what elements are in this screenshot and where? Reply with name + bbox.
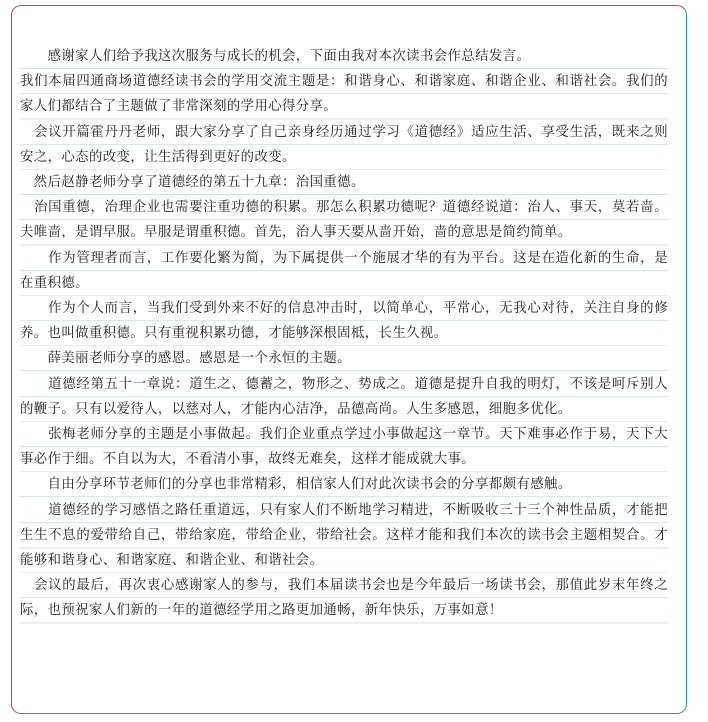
paragraph-theme: 我们本届四通商场道德经读书会的学用交流主题是：和谐身心、和谐家庭、和谐企业、和谐社会。我们的家人们都结合了主题做了非常深刻的学用心得分享。 [20,69,668,119]
paragraph-huo-dandan: 会议开篇霍丹丹老师，跟大家分享了自己亲身经历通过学习《道德经》适应生活、享受生活，既来之则安之，心态的改变，让生活得到更好的改变。 [20,120,668,170]
paragraph-zhiguo-zhongde: 治国重德，治理企业也需要注重功德的积累。那怎么积累功德呢？道德经说道：治人、事天，莫若啬。夫唯啬，是谓早服。早服是谓重积德。首先，治人事天要从啬开始，啬的意思是简约简单。 [20,195,668,245]
paragraph-individual: 作为个人而言，当我们受到外来不好的信息冲击时，以简单心，平常心，无我心对待，关注自身的修养。也叫做重积德。只有重视积累功德，才能够深根固柢，长生久视。 [20,296,668,346]
paragraph-learning-path: 道德经的学习感悟之路任重道远，只有家人们不断地学习精进，不断吸收三十三个神性品质，才能把生生不息的爱带给自己，带给家庭，带给企业，带给社会。这样才能和我们本次的读书会主题相契合。才能够和谐身心、和谐家庭、和谐企业、和谐社会。 [20,498,668,574]
paragraph-free-sharing: 自由分享环节老师们的分享也非常精彩，相信家人们对此次读书会的分享都颇有感触。 [20,472,668,497]
paragraph-manager: 作为管理者而言，工作要化繁为简，为下属提供一个施展才华的有为平台。这是在造化新的生命，是在重积德。 [20,246,668,296]
paragraph-zhao-jing-intro: 然后赵静老师分享了道德经的第五十九章：治国重德。 [20,170,668,195]
paragraph-closing: 会议的最后，再次衷心感谢家人的参与，我们本届读书会也是今年最后一场读书会，那值此岁末年终之际，也预祝家人们新的一年的道德经学用之路更加通畅，新年快乐，万事如意！ [20,573,668,623]
paragraph-xue-meili: 薛美丽老师分享的感恩。感恩是一个永恒的主题。 [20,346,668,371]
paragraph-zhang-mei: 张梅老师分享的主题是小事做起。我们企业重点学过小事做起这一章节。天下难事必作于易，天下大事必作于细。不自以为大，不看清小事，故终无难矣，这样才能成就大事。 [20,422,668,472]
paragraph-chapter-51: 道德经第五十一章说：道生之、德蓄之，物形之、势成之。道德是提升自我的明灯，不该是呵斥别人的鞭子。只有以爱待人，以慈对人，才能内心洁净，品德高尚。人生多感恩，细胞多优化。 [20,372,668,422]
article-body [20,44,668,624]
paragraph-opening: 感谢家人们给予我这次服务与成长的机会，下面由我对本次读书会作总结发言。 [20,44,668,69]
